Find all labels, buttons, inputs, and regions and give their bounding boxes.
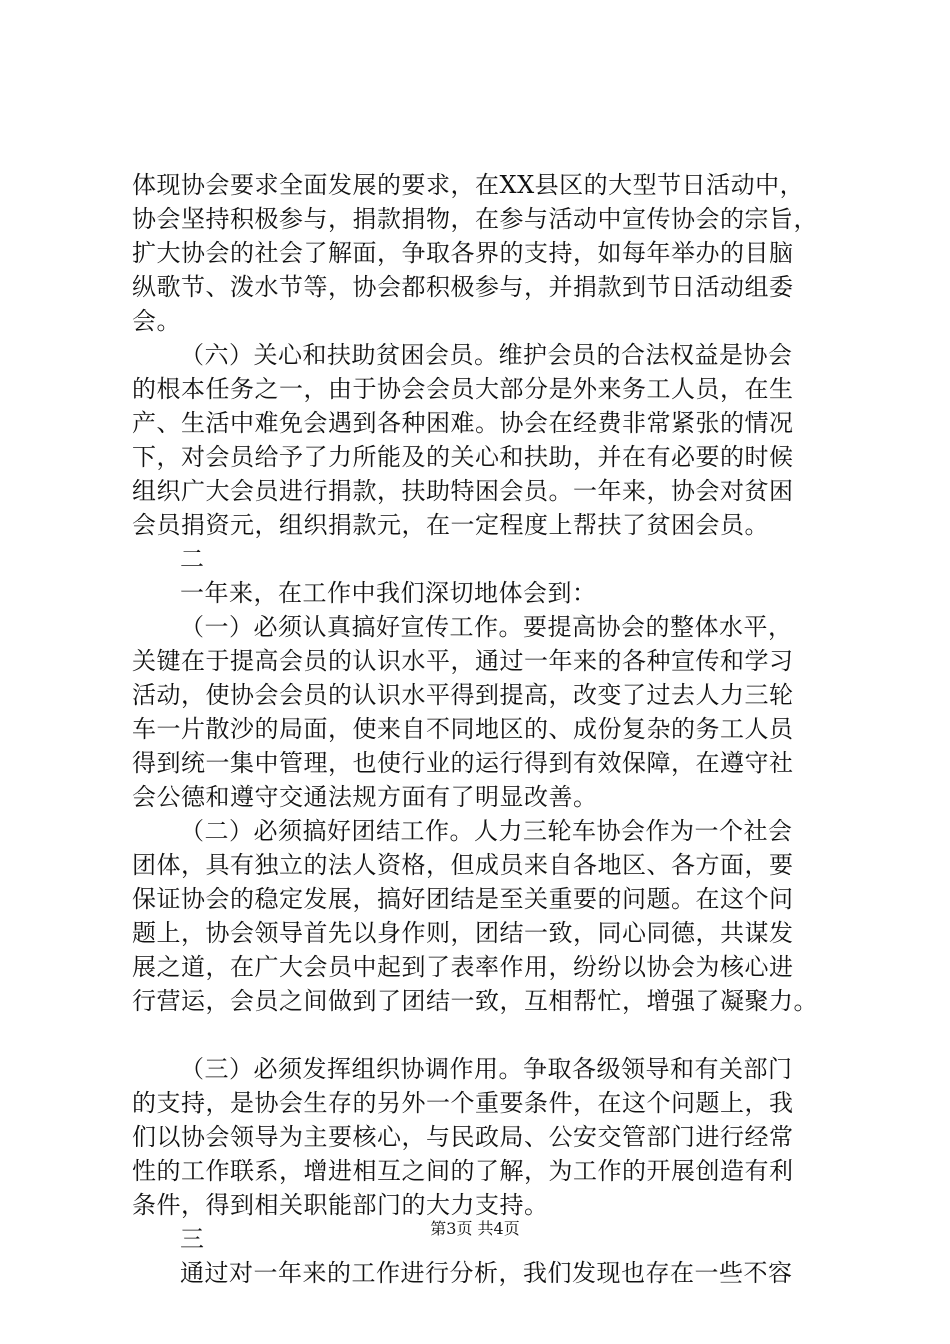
text-line: 一年来，在工作中我们深切地体会到：: [180, 579, 597, 607]
text-line: 组织广大会员进行捐款，扶助特困会员。一年来，协会对贫困: [132, 477, 794, 505]
text-line: 题上，协会领导首先以身作则，团结一致，同心同德，共谋发: [132, 919, 794, 947]
text-line: 活动，使协会会员的认识水平得到提高，改变了过去人力三轮: [132, 681, 794, 709]
text-line: 们以协会领导为主要核心，与民政局、公安交管部门进行经常: [132, 1123, 794, 1151]
text-line: 会公德和遵守交通法规方面有了明显改善。: [132, 783, 598, 811]
text-line: 行营运，会员之间做到了团结一致，互相帮忙，增强了凝聚力。: [132, 987, 818, 1015]
text-line: 体现协会要求全面发展的要求，在XX县区的大型节日活动中，: [132, 171, 805, 199]
text-line: 扩大协会的社会了解面，争取各界的支持，如每年举办的目脑: [132, 239, 794, 267]
text-line: 下，对会员给予了力所能及的关心和扶助，并在有必要的时候: [132, 443, 794, 471]
text-line: 的根本任务之一，由于协会会员大部分是外来务工人员，在生: [132, 375, 794, 403]
page-footer: 第3页 共4页: [430, 1219, 520, 1238]
text-line: 保证协会的稳定发展，搞好团结是至关重要的问题。在这个问: [132, 885, 794, 913]
text-line: 展之道，在广大会员中起到了表率作用，纷纷以协会为核心进: [132, 953, 794, 981]
text-line: 会员捐资元，组织捐款元，在一定程度上帮扶了贫困会员。: [132, 511, 769, 539]
text-line: 纵歌节、泼水节等，协会都积极参与，并捐款到节日活动组委: [132, 273, 794, 301]
section-number: 二: [180, 545, 205, 573]
text-line: （六）关心和扶助贫困会员。维护会员的合法权益是协会: [180, 341, 793, 369]
section-number: 三: [180, 1225, 205, 1253]
text-line: 团体，具有独立的法人资格，但成员来自各地区、各方面，要: [132, 851, 794, 879]
text-line: 协会坚持积极参与，捐款捐物，在参与活动中宣传协会的宗旨，: [132, 205, 818, 233]
text-line: 会。: [132, 307, 181, 335]
text-line: 产、生活中难免会遇到各种困难。协会在经费非常紧张的情况: [132, 409, 794, 437]
text-line: 性的工作联系，增进相互之间的了解，为工作的开展创造有利: [132, 1157, 794, 1185]
text-line: 得到统一集中管理，也使行业的运行得到有效保障，在遵守社: [132, 749, 794, 777]
text-line: 通过对一年来的工作进行分析，我们发现也存在一些不容: [180, 1259, 793, 1287]
text-line: 的支持，是协会生存的另外一个重要条件，在这个问题上，我: [132, 1089, 794, 1117]
text-line: 关键在于提高会员的认识水平，通过一年来的各种宣传和学习: [132, 647, 794, 675]
text-line: （三）必须发挥组织协调作用。争取各级领导和有关部门: [180, 1055, 793, 1083]
text-line: 条件，得到相关职能部门的大力支持。: [132, 1191, 549, 1219]
text-line: （二）必须搞好团结工作。人力三轮车协会作为一个社会: [180, 817, 793, 845]
text-line: 车一片散沙的局面，使来自不同地区的、成份复杂的务工人员: [132, 715, 794, 743]
text-line: （一）必须认真搞好宣传工作。要提高协会的整体水平，: [180, 613, 793, 641]
